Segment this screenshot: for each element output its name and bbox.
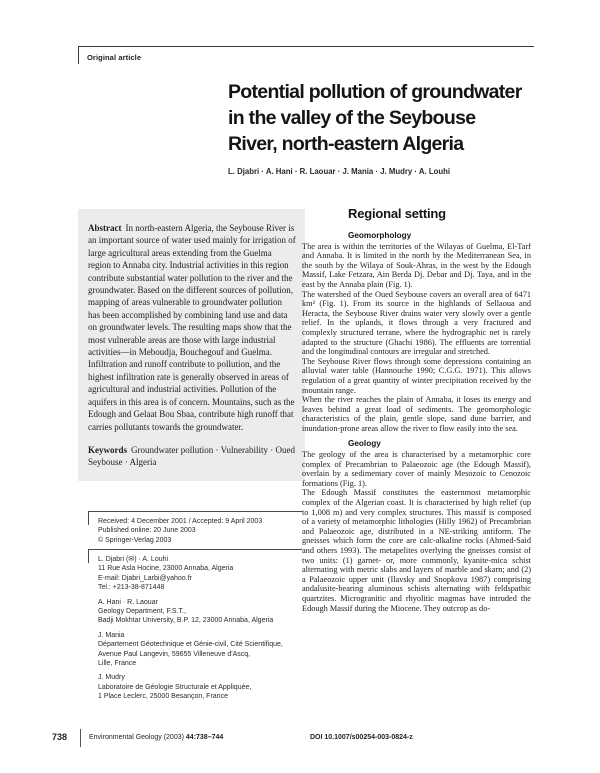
body-paragraph: The area is within the territories of the Wilayas of Guelma, El-Tarf and Annaba. It is limited in the north by the Mediterranean Sea, in the south by the Wilaya of Souk-Ahras, in the west by the Edough Massif, Lake Fetzara, Ain Berda Dj. Debar and Dj. Taya, and in the east by the Annaba plain (Fig. 1). [302,241,531,289]
keywords-text: Groundwater pollution · Vulnerability · Oued Seybouse · Algeria [88,444,296,468]
affiliation-group [98,555,302,593]
section-heading-regional-setting: Regional setting [348,206,446,221]
published-online-line: Published online: 20 June 2003 [98,527,196,535]
header-rule [78,46,534,65]
subsection-heading-geomorphology: Geomorphology [348,231,412,240]
abstract-paragraph [88,222,296,433]
authors-line: L. Djabri · A. Hani · R. Laouar · J. Mania · J. Mudry · A. Louhi [228,167,451,176]
page-number: 738 [52,732,68,742]
abstract-text: In north-eastern Algeria, the Seybouse River is an important source of water used mainly for irrigation of large agricultural areas extending from the Guelma region to Annaba city. Industrial activities in this region contribute substantial water pollution to the river and the groundwater. Based on the different sources of pollution, mapping of areas vulnerable to groundwater pollution has been accomplished by combining land use and data on groundwater levels. The resulting maps show that the most vulnerable areas are those with large industrial activities—in Meboudja, Bouchegouf and Guelma. Infiltration and runoff contribute to pollution, and the highest infiltration rate is generally observed in areas of agricultural and industrial activities. Pollution of the aquifers in this area is of concern. Mountains, such as the Edough and Gelaat Bou Sbaa, contribute high runoff that carries pollutants towards the groundwater. [88,223,296,432]
affiliation-group [98,598,302,626]
journal-volume-pages: 44:738–744 [185,734,224,741]
journal-citation [89,734,223,741]
abstract-label: Abstract [88,223,122,233]
affiliation-group [98,673,302,701]
page-footer [0,729,600,749]
article-title-line-1: Potential pollution of groundwater [228,81,522,103]
affiliation-line: Département Géotechnique et Génie-civil, Cité Scientifique, [98,641,283,649]
affiliation-line: Laboratoire de Géologie Structurale et Appliquée, [98,683,252,691]
footer-divider [80,729,81,747]
body-paragraph: The Edough Massif constitutes the easternmost metamorphic complex of the Algerian coast. It is characterised by high relief (up to 1,008 m) and very complex structures. This massif is composed of a variety of metamorphic lithologies (Hilly 1962) of Precambrian and Palaeozoic age, distributed in a NE-striking antiform. The gneisses which form the core are calc-alkaline rocks (Ahmed-Said and others 1993). The metapelites overlying the gneisses consist of two units: (1) garnet- or, more commonly, kyanite-mica schist alternating with metric slabs and layers of marble and skarn; and (2) a Palaeozoic upper unit (Ilavsky and Snopkova 1987) comprising andalusite-bearing aluminous schists alternating with feldspathic quartzites. Microgranitic and rhyolitic magmas have intruded the Edough Massif during the Miocene. They outcrop as do- [302,488,531,613]
affiliation-line: 11 Rue Asla Hocine, 23000 Annaba, Algeria [98,565,234,573]
affiliation-line: Lille, France [98,660,137,668]
body-paragraph: The Seybouse River flows through some depressions containing an alluvial water table (Hannouche 1990; C.G.G. 1971). This allows regulation of a great quantity of winter precipitation received by the mountain range. [302,356,531,395]
regional-setting-section [302,206,531,613]
received-accepted-line: Received: 4 December 2001 / Accepted: 9 April 2003 [98,518,263,525]
article-title-line-2: in the valley of the Seybouse [228,107,476,129]
affiliation-line: A. Hani · R. Laouar [98,598,158,606]
body-paragraph: The watershed of the Oued Seybouse covers an overall area of 6471 km² (Fig. 1). From its source in the highlands of Sellaoua and Heracta, the Seybouse River drains water very slowly over a gentle relief. In the uplands, it flows through a very fractured and complexly structured terrane, where the hydrographic net is rarely adapted to the structure (Ghachi 1986). The effluents are torrential and the longitudinal contours are irregular and stretched. [302,289,531,357]
article-title-line-3: River, north-eastern Algeria [228,133,464,155]
affiliation-line: L. Djabri (✉) · A. Louhi [98,556,169,563]
article-history-block [88,511,302,545]
journal-name-year: Environmental Geology (2003) [89,734,184,741]
keywords-label: Keywords [88,444,127,455]
abstract-box [78,209,305,481]
affiliation-line: 1 Place Leclerc, 25000 Besançon, France [98,693,228,701]
subsection-heading-geology: Geology [348,439,381,449]
affiliation-line: Badji Mokhtar University, B.P. 12, 23000 Annaba, Algeria [98,617,274,625]
keywords-paragraph [88,444,296,469]
affiliation-group [98,631,302,669]
affiliation-line: J. Mudry [98,674,125,682]
body-paragraph: The geology of the area is characterised by a metamorphic core complex of Precambrian to Palaeozoic age (the Edough Massif), overlain by a sedimentary cover of mainly Mesozoic to Cenozoic formations (Fig. 1). [302,450,531,488]
affiliation-tel-line: Tel.: +213-38-871448 [98,584,165,592]
affiliation-email-line: E-mail: Djabri_Larbi@yahoo.fr [98,574,192,582]
affiliation-line: Avenue Paul Langevin, 59655 Villeneuve d'Ascq, [98,650,251,658]
article-title [228,79,540,157]
affiliations-block [88,549,302,707]
affiliation-line: J. Mania [98,631,125,639]
copyright-line: © Springer-Verlag 2003 [98,536,172,544]
affiliation-line: Geology Department, F.S.T., [98,608,186,616]
body-paragraph: When the river reaches the plain of Annaba, it loses its energy and leaves behind a great load of sediments. The geomorphologic characteristics of the plain, gentle slope, sand dune barrier, and inundation-prone areas allow the river to flow easily into the sea. [302,395,531,433]
doi-text: DOI 10.1007/s00254-003-0824-z [310,734,413,741]
article-type-label: Original article [87,53,142,62]
